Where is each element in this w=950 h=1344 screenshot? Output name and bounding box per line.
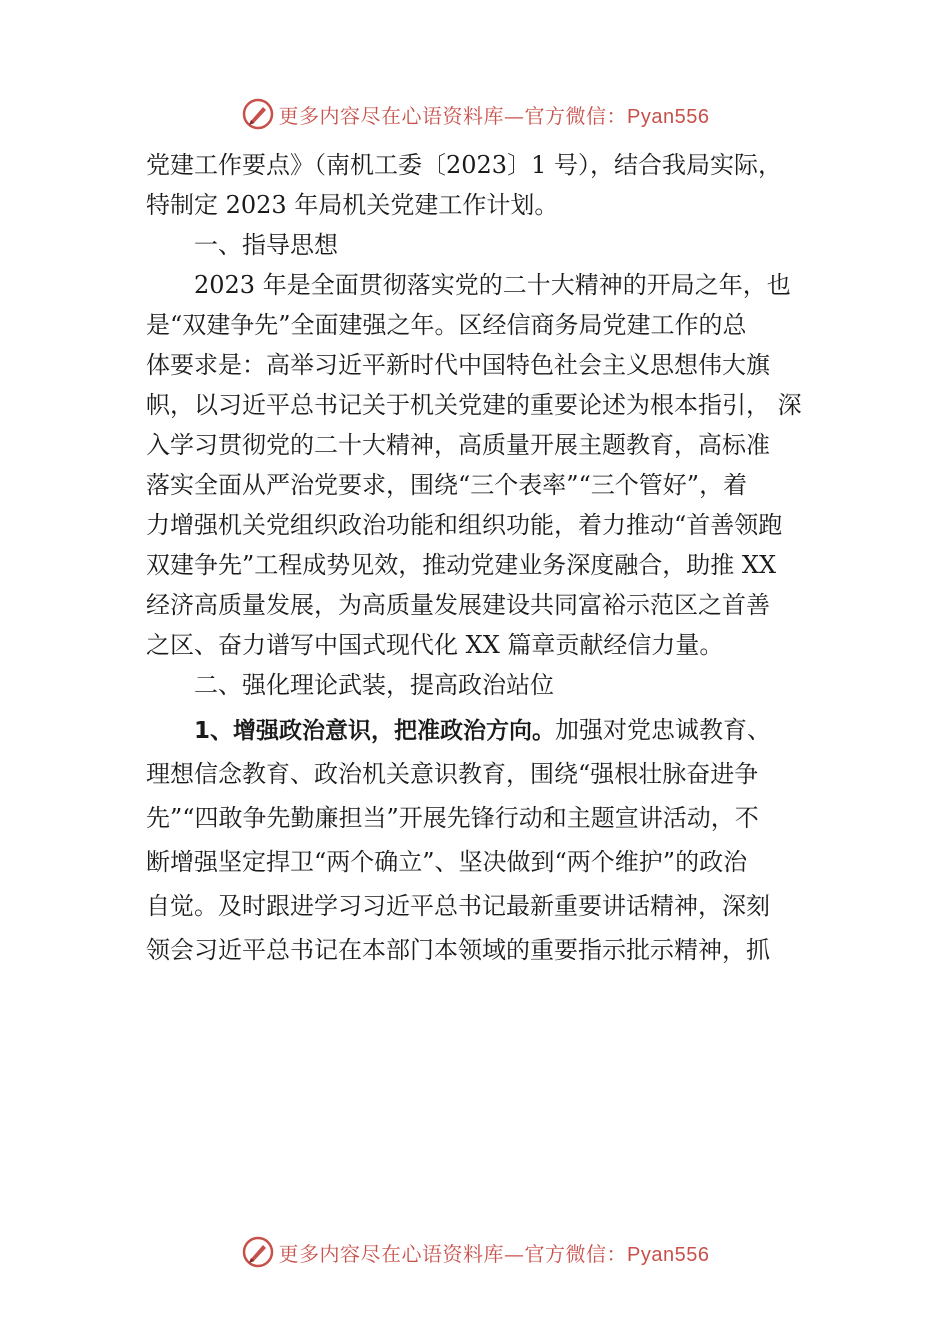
watermark-id: Pyan556 (627, 1243, 710, 1266)
watermark-text: 更多内容尽在心语资料库—官方微信：Pyan556 (278, 1241, 710, 1266)
text-line: 领会习近平总书记在本部门本领域的重要指示批示精神，抓 (146, 936, 770, 964)
paragraph-lead-line (146, 708, 826, 752)
text-line: 双建争先”工程成势见效，推动党建业务深度融合，助推 XX (146, 551, 777, 579)
text-line: 党建工作要点》（南机工委〔2023〕1 号），结合我局实际， (146, 151, 782, 179)
text-line: 是“双建争先”全面建强之年。区经信商务局党建工作的总 (146, 311, 747, 339)
text-line: 断增强坚定捍卫“两个确立”、坚决做到“两个维护”的政治 (146, 848, 748, 876)
text-line: 体要求是：高举习近平新时代中国特色社会主义思想伟大旗 (146, 351, 770, 379)
text-line: 落实全面从严治党要求，围绕“三个表率”“三个管好”，着 (146, 471, 748, 499)
text-line: 经济高质量发展，为高质量发展建设共同富裕示范区之首善 (146, 591, 770, 619)
text-line: 理想信念教育、政治机关意识教育，围绕“强根壮脉奋进争 (146, 760, 759, 788)
watermark-text: 更多内容尽在心语资料库—官方微信：Pyan556 (278, 103, 710, 128)
section-heading: 一、指导思想 (194, 231, 338, 259)
pen-logo-icon (241, 97, 275, 131)
text-line: 入学习贯彻党的二十大精神，高质量开展主题教育，高标准 (146, 431, 770, 459)
text-line: 2023 年是全面贯彻落实党的二十大精神的开局之年，也 (194, 271, 791, 299)
text-line: 先”“四敢争先勤廉担当”开展先锋行动和主题宣讲活动，不 (146, 804, 759, 832)
watermark-header (0, 94, 950, 134)
text-span: 加强对党忠诚教育、 (555, 716, 772, 744)
text-line: 帜，以习近平总书记关于机关党建的重要论述为根本指引， 深 (146, 391, 802, 419)
section-heading: 二、强化理论武装，提高政治站位 (194, 671, 554, 699)
text-line: 之区、奋力谱写中国式现代化 XX 篇章贡献经信力量。 (146, 631, 724, 659)
text-line: 特制定 2023 年局机关党建工作计划。 (146, 191, 559, 219)
text-line: 自觉。及时跟进学习习近平总书记最新重要讲话精神，深刻 (146, 892, 770, 920)
text-line: 力增强机关党组织政治功能和组织功能，着力推动“首善领跑 (146, 511, 783, 539)
watermark-id: Pyan556 (627, 105, 710, 128)
document-body (146, 145, 826, 972)
pen-logo-icon (241, 1235, 275, 1269)
watermark-footer (0, 1232, 950, 1272)
paragraph-lead: 1、增强政治意识，把准政治方向。 (194, 718, 556, 744)
